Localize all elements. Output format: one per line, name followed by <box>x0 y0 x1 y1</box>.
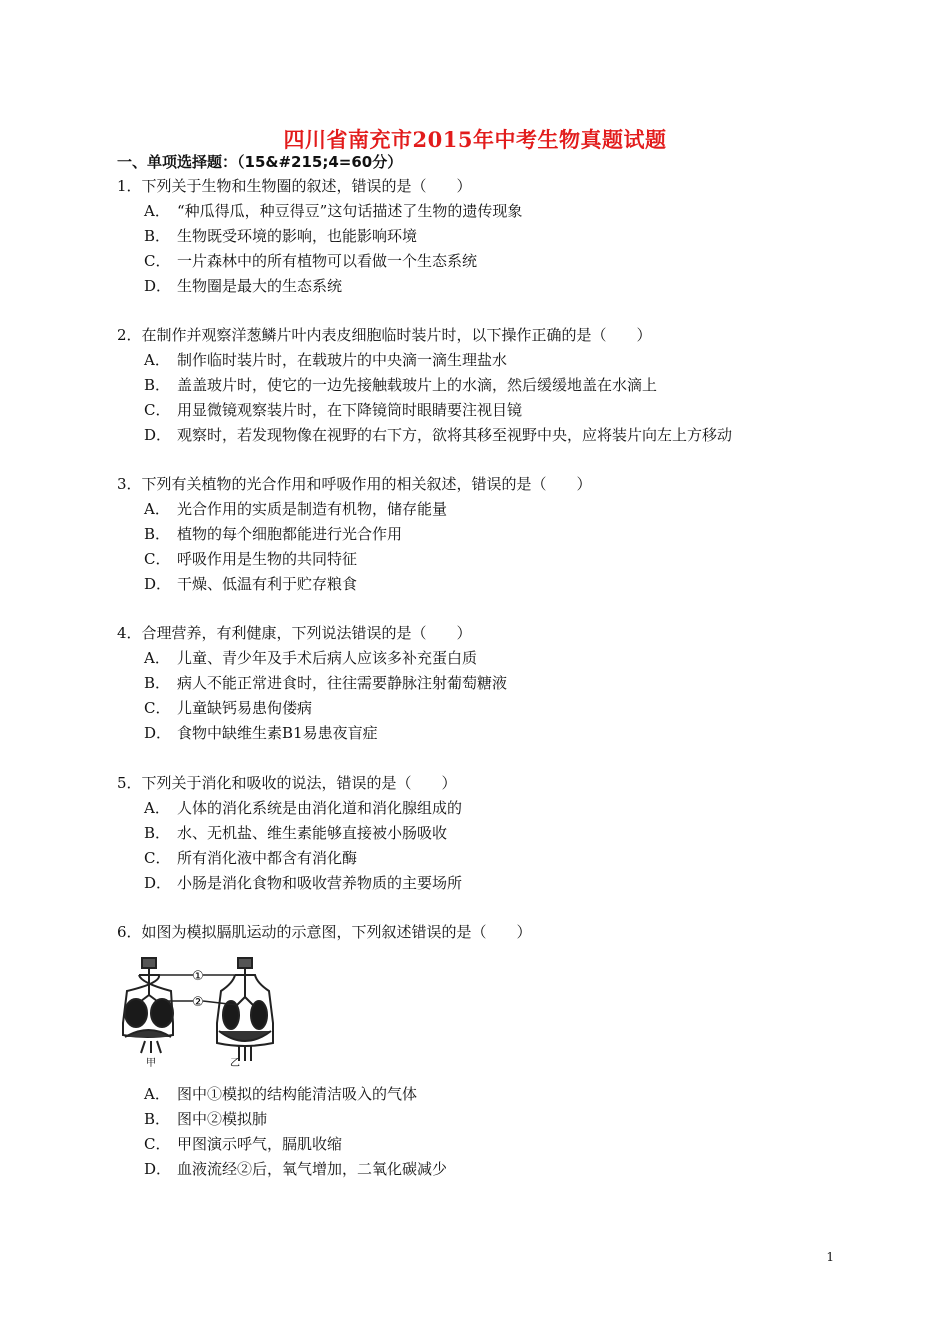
question-2 <box>117 323 917 448</box>
label-one: ① <box>192 969 204 984</box>
option-a: A． 图中①模拟的结构能清洁吸入的气体 <box>144 1085 418 1103</box>
option-c: C． 一片森林中的所有植物可以看做一个生态系统 <box>144 252 478 270</box>
option-b: B． 病人不能正常进食时，往往需要静脉注射葡萄糖液 <box>144 674 508 692</box>
option-c: C． 儿童缺钙易患佝偻病 <box>144 699 313 717</box>
option-a: A． 人体的消化系统是由消化道和消化腺组成的 <box>144 799 463 817</box>
option-d: D． 观察时，若发现物像在视野的右下方，欲将其移至视野中央，应将装片向左上方移动 <box>144 426 733 444</box>
question-1 <box>117 174 917 299</box>
question-4 <box>117 621 917 746</box>
label-two: ② <box>192 995 204 1010</box>
option-d: D． 干燥、低温有利于贮存粮食 <box>144 575 358 593</box>
option-b: B． 盖盖玻片时，使它的一边先接触载玻片上的水滴，然后缓缓地盖在水滴上 <box>144 376 658 394</box>
question-stem: 1．下列关于生物和生物圈的叙述，错误的是（ ） <box>117 177 472 195</box>
question-stem: 3．下列有关植物的光合作用和呼吸作用的相关叙述，错误的是（ ） <box>117 475 592 493</box>
option-d: D． 生物圈是最大的生态系统 <box>144 277 343 295</box>
option-b: B． 图中②模拟肺 <box>144 1110 268 1128</box>
question-stem: 2．在制作并观察洋葱鳞片叶内表皮细胞临时装片时，以下操作正确的是（ ） <box>117 326 652 344</box>
question-3 <box>117 472 917 597</box>
option-c: C． 呼吸作用是生物的共同特征 <box>144 550 358 568</box>
option-b: B． 水、无机盐、维生素能够直接被小肠吸收 <box>144 824 448 842</box>
option-a: A． 儿童、青少年及手术后病人应该多补充蛋白质 <box>144 649 478 667</box>
question-stem: 4．合理营养，有利健康，下列说法错误的是（ ） <box>117 624 472 642</box>
option-d: D． 小肠是消化食物和吸收营养物质的主要场所 <box>144 874 463 892</box>
question-5 <box>117 771 917 896</box>
option-c: C． 所有消化液中都含有消化酶 <box>144 849 358 867</box>
question-stem: 5．下列关于消化和吸收的说法，错误的是（ ） <box>117 774 457 792</box>
option-a: A． “种瓜得瓜，种豆得豆”这句话描述了生物的遗传现象 <box>144 202 523 220</box>
jar-yi <box>217 958 273 1061</box>
document-title: 四川省南充市2015年中考生物真题试题 <box>283 127 667 152</box>
option-c: C． 甲图演示呼气，膈肌收缩 <box>144 1135 343 1153</box>
jar-jia <box>123 958 173 1053</box>
page-number: 1 <box>826 1250 834 1264</box>
section-heading: 一、单项选择题：（15&#215;4=60分） <box>117 153 403 171</box>
label-yi: 乙 <box>230 1058 240 1068</box>
question-6 <box>117 920 917 1182</box>
question-stem: 6．如图为模拟膈肌运动的示意图，下列叙述错误的是（ ） <box>117 923 532 941</box>
option-b: B． 生物既受环境的影响，也能影响环境 <box>144 227 418 245</box>
option-d: D． 血液流经②后，氧气增加，二氧化碳减少 <box>144 1160 448 1178</box>
option-a: A． 光合作用的实质是制造有机物，储存能量 <box>144 500 448 518</box>
option-d: D． 食物中缺维生素B1易患夜盲症 <box>144 724 378 742</box>
option-b: B． 植物的每个细胞都能进行光合作用 <box>144 525 403 543</box>
diaphragm-model-figure <box>117 953 287 1068</box>
label-jia: 甲 <box>146 1058 156 1068</box>
option-a: A． 制作临时装片时，在载玻片的中央滴一滴生理盐水 <box>144 351 508 369</box>
option-c: C． 用显微镜观察装片时，在下降镜筒时眼睛要注视目镜 <box>144 401 523 419</box>
